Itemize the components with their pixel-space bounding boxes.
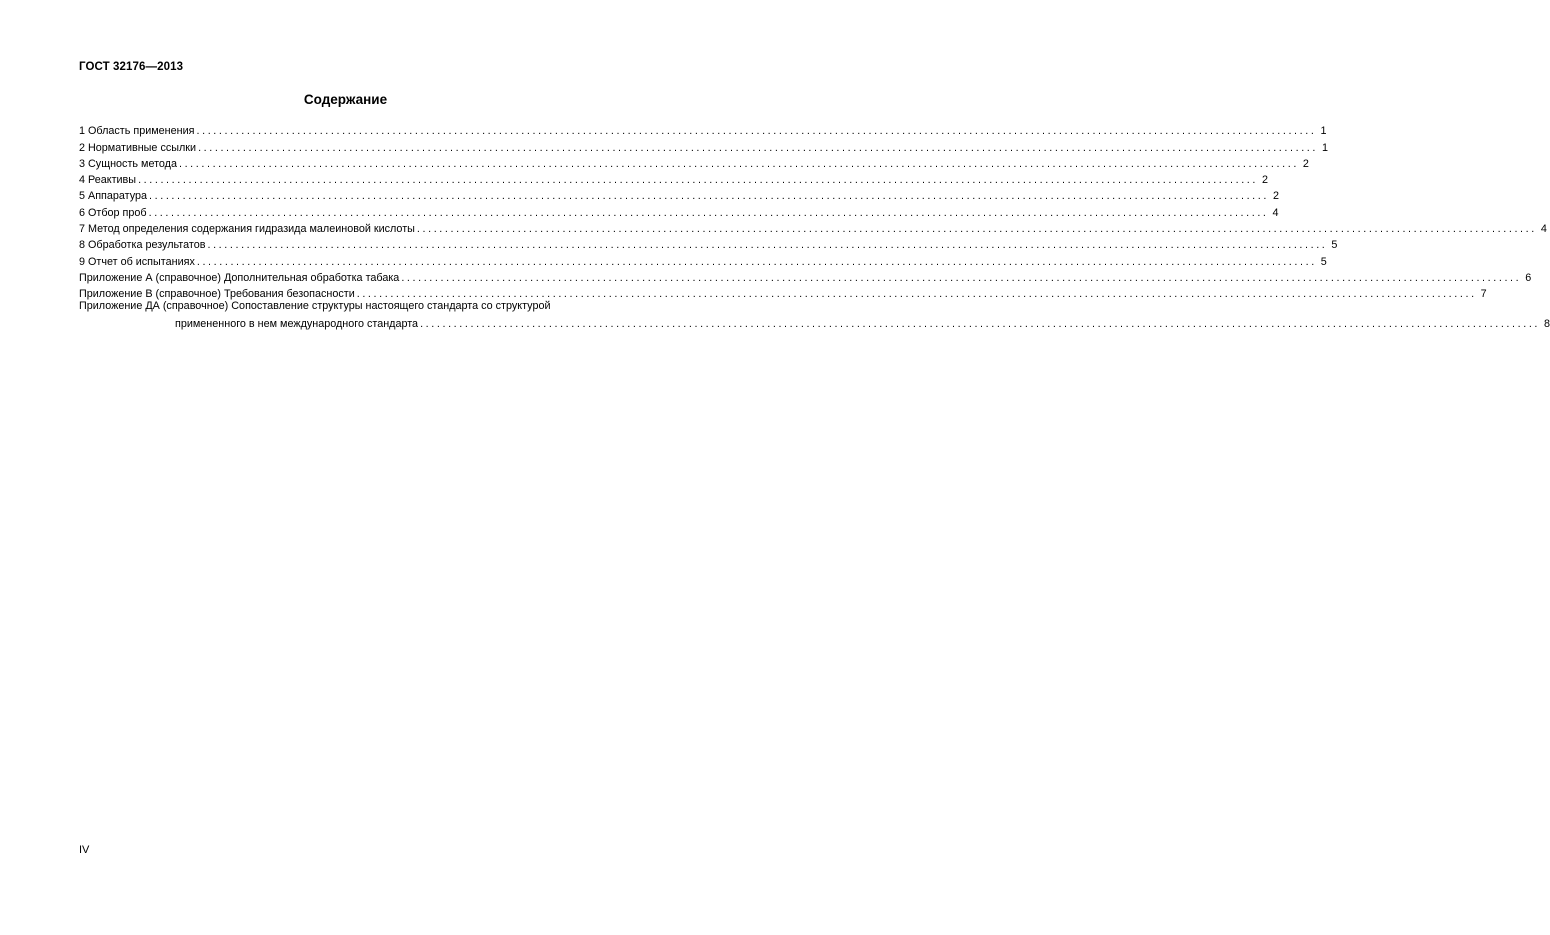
toc-entry-label: 5 Аппаратура bbox=[79, 190, 148, 203]
toc-entry-page: 4 bbox=[1540, 223, 1547, 236]
toc-entry[interactable] bbox=[79, 137, 1329, 154]
toc-leader-dots: ........................................................................................................................................................................................................ bbox=[207, 239, 1328, 252]
toc-leader-dots: ........................................................................................................................................................................................................ bbox=[198, 141, 1319, 154]
toc-leader-dots: ........................................................................................................................................................................................................ bbox=[178, 157, 1299, 170]
toc-entry[interactable] bbox=[79, 284, 1487, 301]
toc-leader-dots: ........................................................................................................................................................................................................ bbox=[148, 206, 1269, 219]
toc-entry-page: 1 bbox=[1322, 141, 1329, 154]
toc-entry-page: 8 bbox=[1544, 318, 1550, 331]
toc-entry-page: 2 bbox=[1302, 157, 1309, 170]
toc-entry-label: Приложение А (справочное) Дополнительная обработка табака bbox=[79, 271, 400, 284]
toc-leader-dots: ........................................................................................................................................................................................................ bbox=[138, 174, 1259, 187]
toc-leader-dots: ........................................................................................................................................................................................................ bbox=[149, 190, 1269, 203]
toc-entry-label: 1 Область применения bbox=[79, 125, 195, 138]
toc-leader-dots: ........................................................................................................................................................................................................ bbox=[416, 223, 1537, 236]
toc-entry-label: 3 Сущность метода bbox=[79, 157, 177, 170]
toc-title: Содержание bbox=[303, 92, 388, 107]
toc-entry-page: 2 bbox=[1272, 190, 1279, 203]
toc-entry-page: 1 bbox=[1320, 125, 1327, 138]
toc-entry-label-line2: примененного в нем международного стандарта bbox=[175, 318, 419, 331]
toc-entry-label: 8 Обработка результатов bbox=[79, 239, 206, 252]
toc-entry-page: 2 bbox=[1262, 174, 1269, 187]
toc-entry[interactable] bbox=[79, 154, 1309, 170]
page-number: IV bbox=[79, 844, 90, 856]
toc-entry-label: 6 Отбор проб bbox=[79, 206, 147, 219]
toc-leader-dots: ........................................................................................................................................................................................................ bbox=[420, 318, 1541, 331]
toc-entry-page: 4 bbox=[1272, 206, 1279, 219]
toc-leader-dots: ........................................................................................................................................................................................................ bbox=[356, 288, 1477, 301]
toc-entry[interactable] bbox=[79, 219, 1547, 236]
toc-entry-label: 2 Нормативные ссылки bbox=[79, 141, 197, 154]
toc-leader-dots: ........................................................................................................................................................................................................ bbox=[196, 255, 1317, 268]
toc-entry-label-line1: Приложение ДА (справочное) Сопоставление структуры настоящего стандарта со структурой bbox=[79, 300, 551, 313]
toc-leader-dots: ........................................................................................................................................................................................................ bbox=[196, 125, 1317, 138]
toc-entry-page: 6 bbox=[1525, 271, 1532, 284]
toc-entry-label: Приложение В (справочное) Требования безопасности bbox=[79, 288, 355, 301]
toc-leader-dots: ........................................................................................................................................................................................................ bbox=[401, 271, 1522, 284]
toc-entry-page: 5 bbox=[1320, 255, 1327, 268]
toc-entry-multiline[interactable] bbox=[79, 300, 1550, 331]
table-of-contents bbox=[79, 121, 1550, 331]
toc-entry[interactable] bbox=[79, 121, 1327, 138]
toc-entry-label: 4 Реактивы bbox=[79, 174, 137, 187]
toc-entry[interactable] bbox=[79, 186, 1279, 203]
toc-entry-page: 7 bbox=[1480, 288, 1487, 301]
toc-entry-page: 5 bbox=[1331, 239, 1338, 252]
toc-entry-label: 7 Метод определения содержания гидразида малеиновой кислоты bbox=[79, 223, 415, 236]
document-code: ГОСТ 32176—2013 bbox=[79, 61, 184, 73]
toc-entry[interactable] bbox=[79, 235, 1338, 252]
toc-entry-label: 9 Отчет об испытаниях bbox=[79, 255, 195, 268]
toc-entry[interactable] bbox=[79, 268, 1532, 284]
toc-entry[interactable] bbox=[79, 251, 1327, 268]
toc-entry[interactable] bbox=[79, 202, 1279, 219]
toc-entry[interactable] bbox=[79, 170, 1269, 187]
